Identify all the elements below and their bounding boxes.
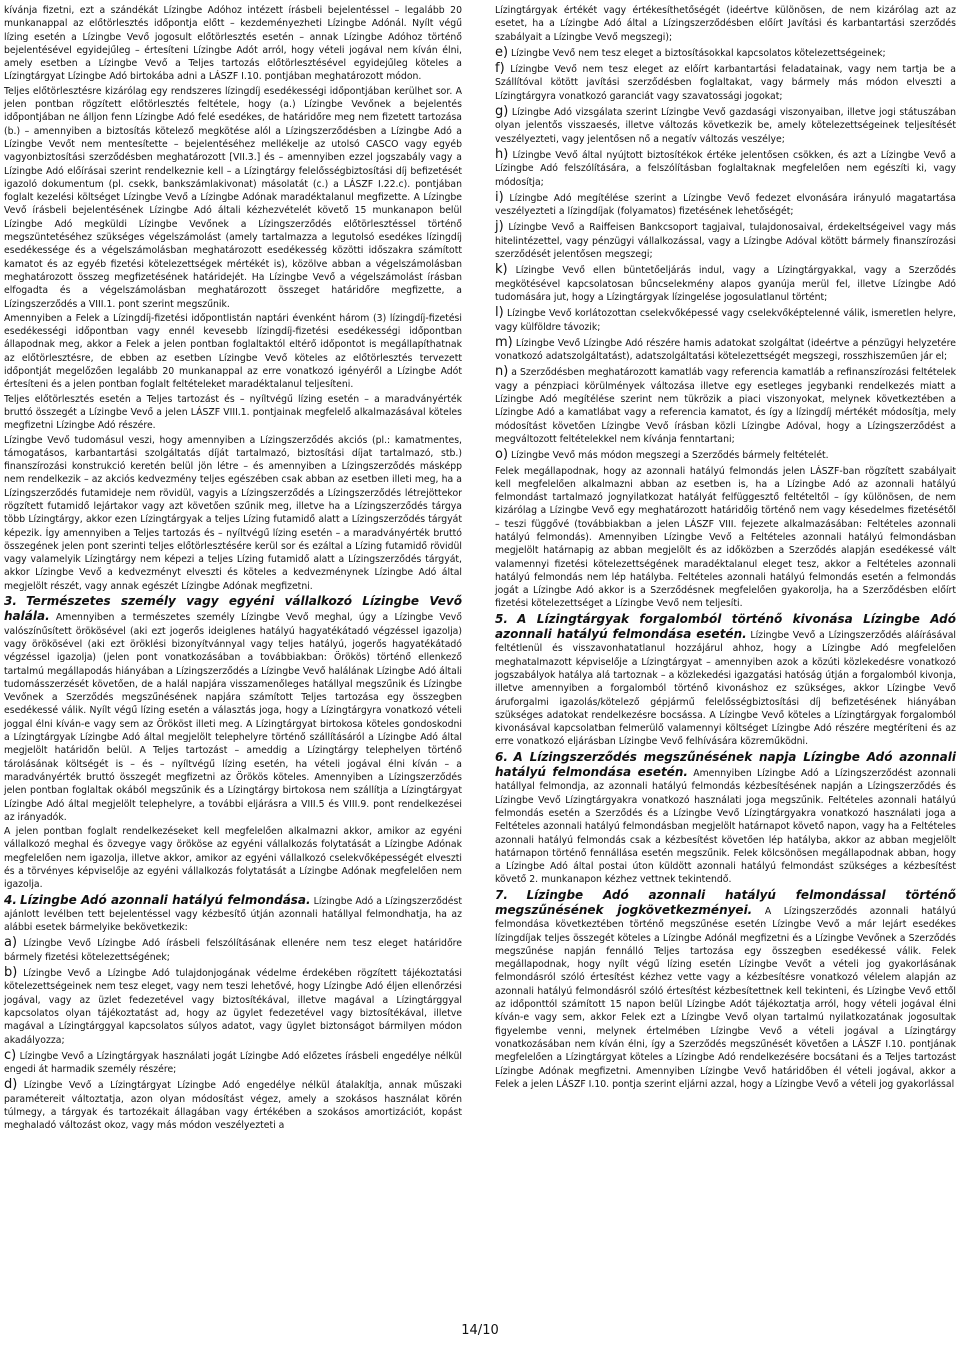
list-marker: m)	[495, 334, 513, 350]
list-item-text: Lízingbe Vevő által nyújtott biztosítékok értéke jelentősen csökken, és azt a Lízingbe Vevő a Lízingbe Adó felszólítására, a felszólításban foglaltaknak megfelelően nem egészíti ki, vagy módosítja;	[495, 149, 956, 188]
paragraph: Lízingtárgyak értékét vagy értékesíthetőségét (ideértve különösen, de nem kizárólag azt az esetet, ha a Lízingbe Adó által a Lízingszerződésben előírt Javítási és karbantartási szerződés szabályait a Lízingbe Vevő megszegi);	[495, 5, 956, 43]
page-number: 14/10	[461, 1323, 499, 1338]
section-title: Lízingbe Adó azonnali hatályú felmondása.	[20, 892, 311, 907]
section	[495, 888, 956, 1091]
list-item-text: Lízingbe Vevő nem tesz eleget az előírt karbantartási feladatainak, vagy nem tartja be a Szállítóval kötött javítási szerződésben foglaltakat, vagy bármely más módon elveszti a Lízingtárgyra vonatkozó garanciát vagy szavatossági jogokat;	[495, 64, 956, 102]
section	[4, 893, 462, 935]
section-number: 6.	[495, 749, 508, 764]
section-body: A Lízingszerződés azonnali hatályú felmondása következtében történő megszűnése esetén Lízingbe Vevő a már lejárt esedékes lízingdíjak teljes összegét köteles a Lízingbe Adónál megfizetni és a Lízingbe Vevőnek a Szerződés megszűnése napján fennálló Teljes tartozása egy összegben esedékessé válik. Felek megállapodnak, hogy nyílt végű lízing esetén Lízingbe Vevőt a vételi jog gyakorlásának felmondásról szóló értesítést kézhez vette vagy a kézbesítésre vonatkozó vélelem alapján az azonnali hatályú felmondásról szóló értesítést kézbesítettnek kell tekinteni, és Lízingbe Vevő ettől az időponttól számított 15 napon belül Lízingbe Adót tájékoztatja arról, hogy vételi jogával élni kíván-e vagy sem, akkor Felek ezt a Lízingbe Vevő olyan tartalmú nyilatkozatának jogosultak figyelembe venni, melynek értelmében Lízingbe Vevő a vételi jogával a Lízingtárgy vonatkozásában nem kíván élni, így a Szerződés megszűnését követően a LÁSZF I.10. pontjának megfelelően a Lízingtárgyat köteles a Lízingbe Adó rendelkezésére bocsátani és a Teljes tartozást Lízingbe Adónak megfizetni. Amennyiben Lízingbe Vevő határidőben él vételi jogával, akkor a Felek a jelen LÁSZF I.10. pontja szerint eljárni azzal, hogy a Lízingbe Vevő a vételi jog gyakorlással	[495, 906, 956, 1090]
paragraph: A jelen pontban foglalt rendelkezéseket kell megfelelően alkalmazni akkor, amikor az egyéni vállalkozó meghal és özvegye vagy örököse az egyéni vállalkozás folytatását a Lízingbe Adónak megfelelően nem igazolja, illetve akkor, amikor az egyéni vállalkozó cselekvőképességét elveszti és a törvényes képviselője az egyéni vállalkozás folytatását a Lízingbe Adónak megfelelően nem igazolja.	[4, 826, 462, 891]
section-title: Lízingbe Adó azonnali hatályú felmondással történő megszűnésének jogkövetkezményei.	[495, 887, 956, 917]
list-item-text: Lízingbe Vevő Lízingbe Adó írásbeli felszólításának ellenére nem tesz eleget határidőre bármely fizetési kötelezettségének;	[4, 938, 462, 963]
list-item	[4, 936, 462, 964]
section	[4, 594, 462, 824]
section-number: 7.	[495, 887, 508, 902]
list-marker: g)	[495, 104, 509, 120]
paragraph: Amennyiben a Felek a Lízingdíj-fizetési időpontlistán naptári évenként három (3) lízingdíj-fizetési esedékességi időpontban vagy ennél kevesebb lízingdíj-fizetési esedékességi időpontban állapodnak meg, akkor a Felek a jelen pontban foglaltaktól eltérő időpontot is megállapíthatnak az előtörlesztésre, de ebben az esetben Lízingbe Vevő köteles az előtörlesztés tervezett időpontját megelőzően legalább 20 munkanappal az erre vonatkozó igényéről a Lízingbe Adót értesíteni és a jelen pontban foglalt feltételeket maradéktalanul teljesíteni.	[4, 312, 462, 391]
list-item-text: Lízingbe Vevő Lízingbe Adó részére hamis adatokat szolgáltat (ideértve a pénzügyi helyzetére vonatkozó adatszolgáltatást), adatszolgáltatási kötelezettségét megszegi, rosszhiszeműen jár el;	[495, 337, 956, 363]
list-item	[495, 306, 956, 334]
section-title: A Lízingtárgyak forgalomból történő kivonása Lízingbe Adó azonnali hatályú felmondása esetén.	[495, 611, 956, 642]
paragraph: kívánja fizetni, ezt a szándékát Lízingbe Adóhoz intézett írásbeli bejelentéssel – legalább 20 munkanappal az előtörlesztés időpontja előtt – kezdeményezheti Lízingbe Adónál. Nyílt végű lízing esetén a Lízingbe Vevő jogosult előtörlesztés esetén – annak Lízingbe Adóhoz történő bejelentésével egyidejűleg – értesíteni Lízingbe Adót arról, hogy vételi jogával nem kíván élni, amely esetben a Lízingbe Vevő a Teljes tartozás előtörlesztésével egyidejűleg köteles a Lízingtárgyat Lízingbe Adó birtokába adni a LÁSZF I.10. pontjában meghatározott módon.	[4, 5, 462, 83]
list-marker: f)	[495, 61, 505, 77]
list-marker: l)	[495, 305, 504, 321]
section-body: Lízingbe Vevő a Lízingszerződés aláírásával feltétlenül és visszavonhatatlanul hozzájárul ahhoz, hogy a Lízingbe Adó megfelelően meghatalmazott képviselője a Lízingtárgyat – amennyiben azok a közúti közlekedésre vonatkozó jogszabályok hatálya alá tartoznak – a közlekedési igazgatási hatóság útján a forgalomból kivonja, illetve amennyiben a forgalomból történő kivonáshoz ez szükséges, akkor Lízingbe Vevő áruforgalmi igazolás/kötelező gépjármű felelősségbiztosítási díj befizetésének hiányában szükséges adatokat rendelkezésre bocsássa. A Lízingbe Vevő köteles a Lízingtárgyak forgalomból kivonásával kapcsolatban felmerülő valamennyi költséget Lízingbe Adó részére megtéríteni és az erre vonatkozó eljárásban Lízingbe Vevő felhívására közreműködni.	[495, 630, 956, 748]
list-item	[495, 191, 956, 219]
section-title: Természetes személy vagy egyéni vállalkozó Lízingbe Vevő halála.	[4, 594, 462, 624]
left-column	[4, 4, 462, 1135]
list-item	[495, 62, 956, 103]
list-marker: b)	[4, 965, 18, 981]
list-item-text: Lízingbe Vevő korlátozottan cselekvőképessé vagy cselekvőképtelenné válik, ismeretlen helyre, vagy külföldre távozik;	[495, 308, 956, 333]
list-marker: k)	[495, 262, 508, 278]
list-marker: j)	[495, 219, 504, 235]
list-marker: c)	[4, 1047, 17, 1063]
list-item	[4, 966, 462, 1047]
section-number: 5.	[495, 611, 508, 626]
paragraph: Teljes előtörlesztésre kizárólag egy rendszeres lízingdíj esedékességi időpontjában kerülhet sor. A jelen pontban rögzített előtörlesztés feltétele, hogy (a.) Lízingbe Vevőnek a bejelentés időpontjában ne álljon fenn Lízingbe Adó felé esedékes, de határidőre meg nem fizetett tartozása (b.) – amennyiben a biztosítás kötelező megkötése alól a Lízingszerződésben a Lízingbe Adó a Lízingbe Vevőt nem mentesítette – bejelentéséhez mellékelje az utolsó CASCO vagy egyéb vagyonbiztosítási szerződésben meghatározott [VII.3.] és – amennyiben ezzel jogszabály vagy a Lízingbe Adó előírásai szerint rendelkeznie kell – a Lízingtárgy felelősségbiztosítási díj befizetését igazoló dokumentum (pl. csekk, bankszámlakivonat) másolatát (c.) a LÁSZF I.22.c). pontjában foglalt kezelési költséget Lízingbe Vevő a Lízingbe Adónak maradéktalanul megfizette. A Lízingbe Vevő írásbeli bejelentésének Lízingbe Adó általi kézhezvételét követő 15 munkanapon belül Lízingbe Adó megküldi Lízingbe Vevőnek a Lízingszerződés előtörlesztéssel történő megszüntetéséhez szükséges végelszámolást (amely tartalmazza a legutolsó esedékes lízingdíj esedékessége és a végelszámolásban meghatározott esedékesség közötti időszakra számított kamatot és az egyéb fizetési kötelezettségek mértékét is), közölve abban a végelszámolásban meghatározott összeg megfizetésének határidejét. Ha Lízingbe Vevő a végelszámolást írásban elfogadta és a végelszámolásban meghatározott összeget határidőre megfizette, a Lízingszerződés a VIII.1. pont szerint megszűnik.	[4, 85, 462, 310]
list-item	[495, 220, 956, 261]
list-item	[495, 336, 956, 364]
section-number: 3.	[4, 594, 17, 609]
section	[495, 612, 956, 749]
list-marker: o)	[495, 447, 509, 463]
list-item	[495, 46, 956, 60]
list-item	[495, 263, 956, 304]
list-item-text: a Szerződésben meghatározott kamatláb vagy referencia kamatláb a refinanszírozási feltételek vagy a pénzpiaci körülmények változása illetve egy esetleges jegybanki rendelkezés miatt a Lízingbe Adó megítélése szerint nem tükrözik a piaci viszonyokat, melynek következtében a Lízingbe Adó a kamatlábat vagy a referencia kamatot, és így a lízingdíj mértékét módosítja, mely módosítást követően Lízingbe Vevő írásban közli Lízingbe Adóval, hogy a Lízingszerződést a megváltozott feltételekkel nem kívánja fenntartani;	[495, 367, 956, 445]
section-number: 4.	[4, 892, 17, 907]
paragraph: Felek megállapodnak, hogy az azonnali hatályú felmondás jelen LÁSZF-ban rögzített szabályait kell megfelelően alkalmazni abban az esetben is, ha a Lízingbe Adó az azonnali hatályú felmondást tartalmazó jognyilatkozat hatályát felfüggesztő feltételtől – így különösen, de nem kizárólag a Lízingbe Vevő egy meghatározott határidőig történő nem vagy késedelmes fizetésétől – teszi függővé (továbbiakban a jelen LÁSZF VIII. fejezete alkalmazásában: Feltételes azonnali hatályú felmondás). Amennyiben Lízingbe Vevő a Feltételes azonnali hatályú felmondásban megjelölt határnapig az abban megjelölt és az időközben a Szerződés alapján esedékessé vált valamennyi fizetési kötelezettségének maradéktalanul eleget tesz, akkor a Feltételes azonnali hatályú felmondás nem lép hatályba. Feltételes azonnali hatályú felmondás esetén a felmondás jogát a Lízingbe Adó akkor is a Szerződésnek megfelelően gyakorolja, ha a Szerződésben előírt fizetési kötelezettséget a Lízingbe Vevő nem teljesíti.	[495, 465, 956, 610]
section-body: Amennyiben a természetes személy Lízingbe Vevő meghal, úgy a Lízingbe Vevő valószínűsített örökösével (aki ezt jogerős ideiglenes hatályú hagyatékátadó végzéssel igazolja) vagy örökösével (aki ezt öröklési bizonyítvánnyal vagy teljes hatályú, jogerős hagyatékátadó végzéssel igazolja) (jelen pont vonatkozásában a továbbiakban: Örökös) történő ellenkező tartalmú megállapodás hiányában a Lízingszerződés a Lízingbe Vevő halálának Lízingbe Adó általi tudomásszerzését követően, de a halál napjára visszamenőleges hatállyal megszűnik és Lízingbe Vevőnek a Szerződés megszűnésének napjára számított Teljes tartozása egy összegben esedékessé válik. Nyílt végű lízing esetén a választás joga, hogy a Lízingtárgyra vonatkozó vételi joggal élni kíván-e vagy sem az Örököst illeti meg. A Lízingtárgyat birtokosa köteles gondoskodni a Lízingtárgyak Lízingbe Adó által megjelölt telephelyre történő szállításáról a Lízingbe Adó által megjelölt határidőn belül. A Teljes tartozást – ameddig a Lízingtárgy telephelyen történő tárolásának költségét is – és – nyíltvégű lízing esetén, ha vételi jogával élni kíván – a maradványérték bruttó összegét megfizetni az Örökös köteles. Amennyiben a Lízingszerződés jelen pontban foglaltak okából megszűnik és a Lízingtárgy birtokosa nem szállítja a Lízingtárgyat Lízingbe Adó által megjelölt telephelyre, a további eljárásra a VIII.5 és VIII.9. pont rendelkezései az irányadók.	[4, 612, 462, 823]
list-item-text: Lízingbe Vevő nem tesz eleget a biztosításokkal kapcsolatos kötelezettségeinek;	[511, 47, 886, 59]
paragraph: Teljes előtörlesztés esetén a Teljes tartozást és – nyíltvégű lízing esetén – a maradványérték bruttó összegét a Lízingbe Vevő a jelen LÁSZF VIII.1. pontjainak megfelelő alkalmazásával köteles megfizetni Lízingbe Adó részére.	[4, 393, 462, 432]
paragraph: Lízingbe Vevő tudomásul veszi, hogy amennyiben a Lízingszerződés akciós (pl.: kamatmentes, támogatásos, karbantartási szolgáltatás díját tartalmazó, biztosítási díjat tartalmazó, stb.) finanszírozási konstrukció keretén belül jön létre – és amennyiben a Lízingszerződés másképp nem rendelkezik – az akciós kedvezmény teljes egészében csak abban az esetben illeti meg, ha a Lízingszerződés futamideje nem rövidül, vagyis a Lízingszerződés a Lízingszerződés létrejöttekor rögzített futamidő lejártakor vagy azt követően szűnik meg, illetve ha a Lízingszerződés tárgya több Lízingtárgy, akkor ezen Lízingtárgyak a teljes Lízing futamidő alatt a Lízingszerződés tárgyát képezik. Így amennyiben a Teljes tartozás és – nyíltvégű lízing esetén – a maradványérték bruttó összegének jelen pont szerinti teljes előtörlesztésére kerül sor és ezáltal a Lízing futamidő rövidül vagy valamelyik Lízingtárgy nem képezi a teljes Lízing futamidő alatt a Lízingszerződés tárgyát, akkor Lízingbe Vevő a kedvezményt elveszti és köteles a kedvezménynek Lízingbe Adó által megjelölt részét, vagy annak egészét Lízingbe Adónak megfizetni.	[4, 434, 462, 592]
list-item-text: Lízingbe Adó megítélése szerint a Lízingbe Vevő fedezet elvonására irányuló magatartása veszélyezteti a lízingdíjak (folyamatos) fizetésének lehetőségét;	[495, 192, 956, 218]
list-item	[495, 365, 956, 446]
list-item-text: Lízingbe Vevő más módon megszegi a Szerződés bármely feltételét.	[511, 450, 829, 462]
list-marker: n)	[495, 364, 509, 380]
list-marker: i)	[495, 189, 504, 205]
list-marker: e)	[495, 44, 509, 60]
list-marker: a)	[4, 935, 18, 951]
list-item	[495, 105, 956, 146]
list-item	[4, 1078, 462, 1132]
section-title: A Lízingszerződés megszűnésének napja Lízingbe Adó azonnali hatályú felmondása esetén.	[495, 749, 956, 780]
list-item-text: Lízingbe Vevő a Lízingtárgyak használati jogát Lízingbe Adó előzetes írásbeli engedélye nélkül engedi át harmadik személy részére;	[4, 1050, 462, 1076]
list-item	[4, 1049, 462, 1077]
list-item	[495, 148, 956, 189]
list-marker: d)	[4, 1077, 18, 1093]
list-item	[495, 448, 956, 462]
section	[495, 750, 956, 887]
list-item-text: Lízingbe Vevő ellen büntetőeljárás indul, vagy a Lízingtárgyakkal, vagy a Szerződés megkötésével kapcsolatosan bűncselekmény alapos gyanúja merül fel, illetve Lízingbe Adó tudomására jut, hogy a Lízingtárgyak lízingelése jogosulatlanul történt;	[495, 265, 956, 303]
list-item-text: Lízingbe Vevő a Lízingtárgyat Lízingbe Adó engedélye nélkül átalakítja, annak műszaki paramétereit változtatja, azon olyan módosítást végez, amely a szokásos használat körén túlmegy, a tárgyak és tartozékait állagában vagy értékében a szokásos amortizációt, kopást meghaladó változást okoz, vagy más módon veszélyezteti a	[4, 1080, 462, 1132]
section-body: Lízingbe Adó a Lízingszerződést ajánlott levélben tett bejelentéssel vagy kézbesítő útján azonnali hatállyal felmondhatja, ha az alábbi esetek bármelyike bekövetkezik:	[4, 895, 462, 934]
list-item-text: Lízingbe Vevő a Raiffeisen Bankcsoport tagjaival, tulajdonosaival, érdekeltségeivel vagy más hitelintézettel, vagy pénzügyi vállalkozással, vagy a Lízingbe Adóval kötött bármely finanszírozási szerződését jelentősen megszegi;	[495, 222, 956, 261]
list-marker: h)	[495, 146, 509, 162]
list-item-text: Lízingbe Adó vizsgálata szerint Lízingbe Vevő gazdasági viszonyaiban, illetve jogi státuszában olyan jelentős visszaesés, illetve változás következik be, amely kötelezettségeinek teljesítését veszélyezteti, vagy jelentősen nő a negatív változás veszélye;	[495, 107, 956, 145]
section-body: Amennyiben Lízingbe Adó a Lízingszerződést azonnali hatállyal felmondja, az azonnali hatályú felmondás kézbesítésének napján a Lízingszerződés és Lízingbe Vevő Lízingtárgyakra vonatkozó használati joga megszűnik. Feltételes azonnali hatályú felmondás esetén a Szerződés és a Lízingbe Vevő Lízingtárgyakra vonatkozó használati joga a Feltételes azonnali hatályú felmondásban megjelölt határnapot követő napon, vagy ha a Feltételes azonnali hatályú felmondás csak a kézbesítést követően lép hatályba, akkor az abban megjelölt határnapon történő fennállása esetén megszűnik. Felek kölcsönösen megállapodnak abban, hogy a Lízingbe Adó által postai úton küldött azonnali hatályú felmondást szükséges a kézbesítést követő 2. munkanapon kézhez vettnek tekintendő.	[495, 768, 956, 886]
list-item-text: Lízingbe Vevő a Lízingbe Adó tulajdonjogának védelme érdekében rögzített tájékoztatási kötelezettségeinek nem tesz eleget, vagy nem teszi lehetővé, hogy Lízingbe Adó éljen ellenőrzési jogával, vagy az üzlet fedezetével vagy biztosítékával, illetve magával a Lízingtárggyal kapcsolatos olyan tájékoztatást ad, hogy az ügylet fedezetével vagy biztosítékával, illetve magával a Lízingtárggyal kapcsolatos súlyos adatot, vagy ügylet biztonságot bármilyen módon akadályozza;	[4, 968, 462, 1046]
right-column	[495, 4, 956, 1092]
